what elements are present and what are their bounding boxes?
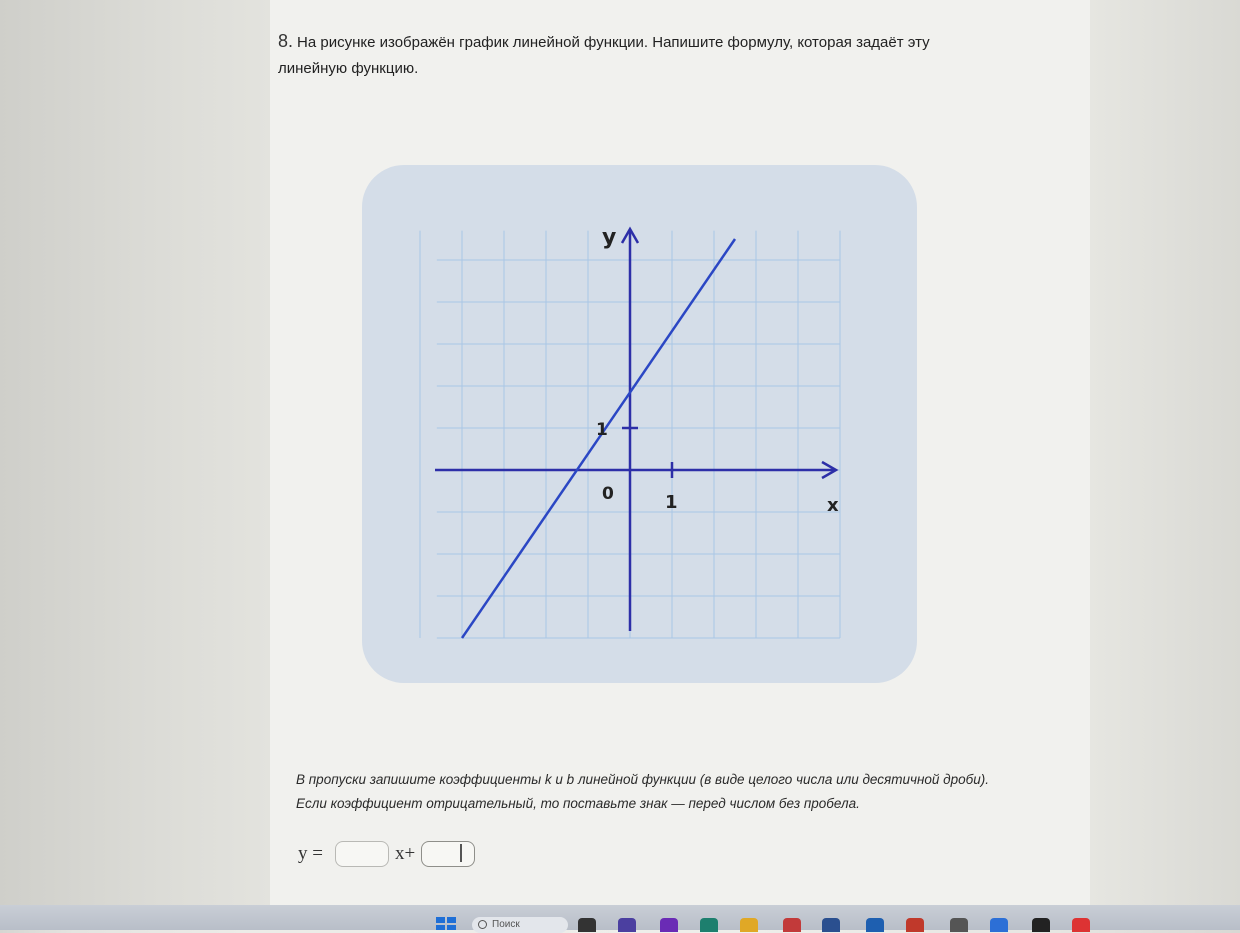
taskbar-search-placeholder: Поиск [492,919,520,930]
formula-mid: x+ [394,843,416,864]
formula-row [298,838,475,870]
background-left [0,0,270,905]
function-graph [362,165,917,683]
formula-lhs: y = [298,843,323,864]
text-caret [460,844,462,862]
origin-label: 0 [602,484,614,504]
question-text: На рисунке изображён график линейной функции. Напишите формулу, которая задаёт эту линейную функцию. [278,34,930,77]
graph-panel [362,165,917,683]
windows-start-icon[interactable] [436,917,456,930]
k-coefficient-input[interactable] [335,841,389,867]
question-number: 8. [278,31,294,51]
y-tick-label: 1 [596,420,608,440]
x-axis-label: x [827,495,839,516]
background-right [1090,0,1240,905]
search-icon [478,920,487,929]
instructions-text: В пропуски запишите коэффициенты k и b линейной функции (в виде целого числа или десятичной дроби). Если коэффициент отрицательный, то поставьте знак — перед числом без пробела. [296,772,990,811]
b-coefficient-input[interactable] [421,841,475,867]
x-tick-label: 1 [665,492,678,513]
y-axis-label: y [602,225,617,250]
taskbar-search[interactable] [472,917,568,933]
taskbar [0,905,1240,930]
question-block [278,28,978,82]
axes [435,229,836,631]
